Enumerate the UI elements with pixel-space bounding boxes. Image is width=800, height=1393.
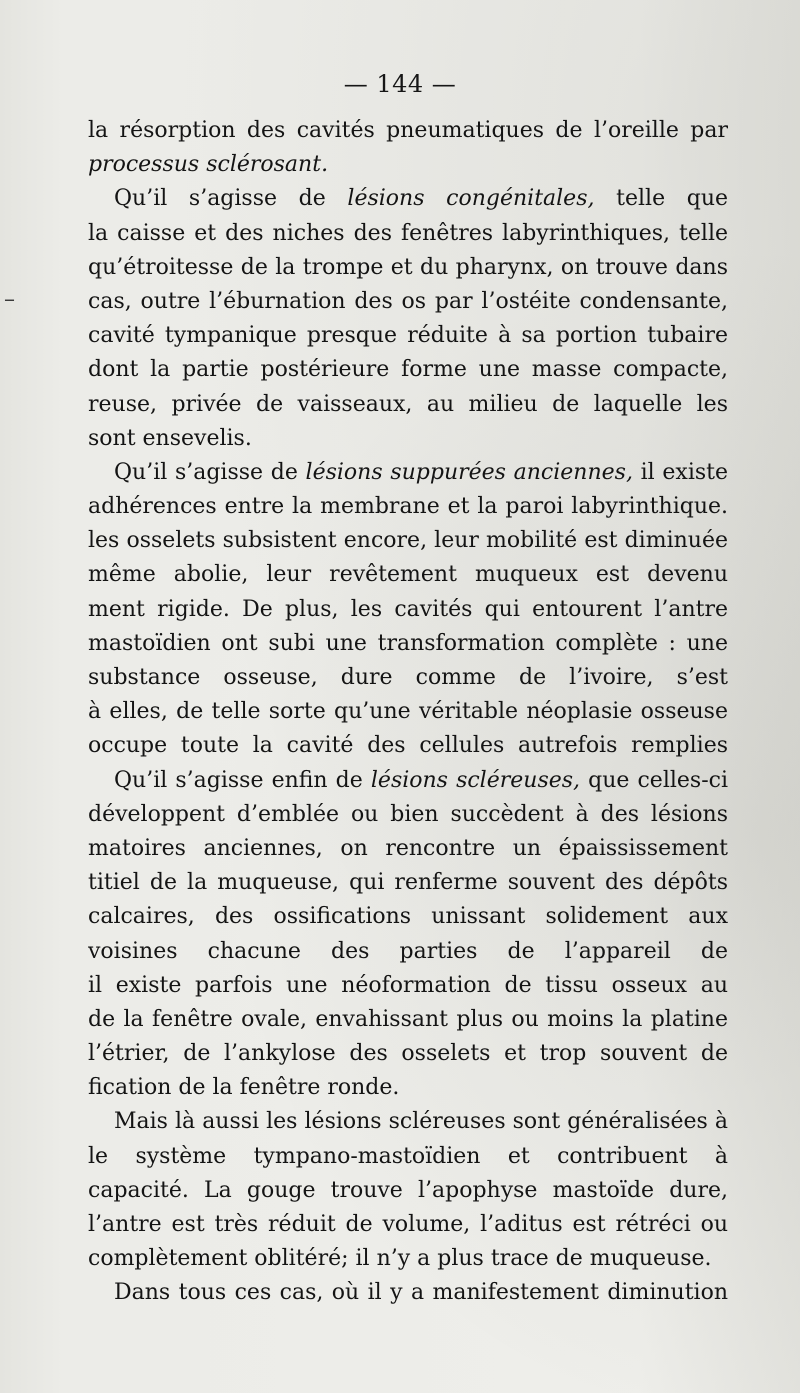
text-line [88,1140,728,1174]
italic-term: lésions congénitales, [347,186,595,212]
text-line [88,1208,728,1242]
text-segment: que celles-ci [588,767,728,793]
body-text [88,114,728,1311]
text-segment: calcaires, des ossifications unissant solidement aux [88,904,728,930]
text-line [88,1105,728,1139]
text-line [88,764,728,798]
text-line [88,285,728,319]
text-line [88,388,728,422]
text-segment: sont ensevelis. [88,425,252,451]
text-segment: Dans tous ces cas, où il y a manifestement diminution [114,1280,728,1306]
text-segment: matoires anciennes, on rencontre un épaississement [88,835,728,861]
text-segment: capacité. La gouge trouve l’apophyse mastoïde dure, [88,1177,728,1203]
text-segment: il existe [640,459,728,485]
text-segment: à elles, de telle sorte qu’une véritable néoplasie osseuse [88,699,728,725]
paragraph [88,1276,728,1310]
page-number: — 144 — [343,70,457,98]
text-line [88,114,728,148]
text-line [88,1003,728,1037]
text-segment: Qu’il s’agisse de [114,459,306,485]
italic-term: lésions scléreuses, [370,767,581,793]
text-segment: cas, outre l’éburnation des os par l’ostéite condensante, [88,288,728,314]
text-line [88,627,728,661]
text-segment: dont la partie postérieure forme une masse compacte, [88,357,728,383]
text-segment: de la fenêtre ovale, envahissant plus ou moins la platine [88,1006,728,1032]
italic-term: processus sclérosant. [88,152,329,178]
text-line [88,456,728,490]
text-line [88,148,728,182]
text-segment: ment rigide. De plus, les cavités qui entourent l’antre [88,596,728,622]
text-segment: cavité tympanique presque réduite à sa portion tubaire [88,323,728,349]
text-segment: mastoïdien ont subi une transformation complète : une [88,630,728,656]
text-segment: occupe toute la cavité des cellules autrefois remplies [88,733,728,759]
text-line [88,661,728,695]
italic-term: lésions suppurées anciennes, [305,459,633,485]
text-segment: voisines chacune des parties de l’appareil de [88,938,728,964]
text-segment: adhérences entre la membrane et la paroi labyrinthique. [88,494,728,520]
text-segment: la caisse et des niches des fenêtres labyrinthiques, telle [88,220,728,246]
text-line [88,935,728,969]
margin-mark: – [4,287,15,312]
text-segment: Mais là aussi les lésions scléreuses sont généralisées à [114,1109,728,1135]
text-line [88,866,728,900]
text-segment: les osselets subsistent encore, leur mobilité est diminuée [88,528,728,554]
paragraph [88,764,728,1106]
text-line [88,1174,728,1208]
text-segment: complètement oblitéré; il n’y a plus trace de muqueuse. [88,1246,712,1272]
text-segment: le système tympano-mastoïdien et contribuent à [88,1143,728,1169]
text-line [88,490,728,524]
text-line [88,832,728,866]
text-line [88,1242,728,1276]
text-line [88,1037,728,1071]
text-line [88,798,728,832]
paragraph [88,182,728,456]
text-line [88,1276,728,1310]
paragraph [88,1105,728,1276]
text-segment: la résorption des cavités pneumatiques de l’oreille par [88,118,728,143]
text-segment: même abolie, leur revêtement muqueux est devenu [88,562,728,588]
text-segment: Qu’il s’agisse enfin de [114,767,371,793]
text-line [88,1071,728,1105]
text-line [88,251,728,285]
text-segment: qu’étroitesse de la trompe et du pharynx, on trouve dans [88,254,728,280]
text-line [88,558,728,592]
text-line [88,969,728,1003]
text-segment: substance osseuse, dure comme de l’ivoire, s’est [88,665,728,690]
paragraph [88,114,728,182]
text-line [88,422,728,456]
text-line [88,319,728,353]
text-line [88,695,728,729]
text-segment: il existe parfois une néoformation de tissu osseux au [88,972,728,998]
text-segment: telle que [616,186,728,212]
text-segment: reuse, privée de vaisseaux, au milieu de laquelle les [88,391,728,417]
paragraph [88,456,728,764]
text-segment: développent d’emblée ou bien succèdent à des lésions [88,801,728,827]
text-segment: l’antre est très réduit de volume, l’aditus est rétréci ou [88,1212,728,1237]
text-segment: fication de la fenêtre ronde. [88,1075,400,1101]
text-line [88,524,728,558]
text-line [88,182,728,216]
text-line [88,217,728,251]
text-segment: Qu’il s’agisse de [114,186,348,212]
text-line [88,593,728,627]
text-line [88,900,728,934]
text-line [88,729,728,763]
text-segment: titiel de la muqueuse, qui renferme souvent des dépôts [88,870,728,896]
text-segment: l’étrier, de l’ankylose des osselets et trop souvent de [88,1041,728,1067]
text-line [88,353,728,387]
